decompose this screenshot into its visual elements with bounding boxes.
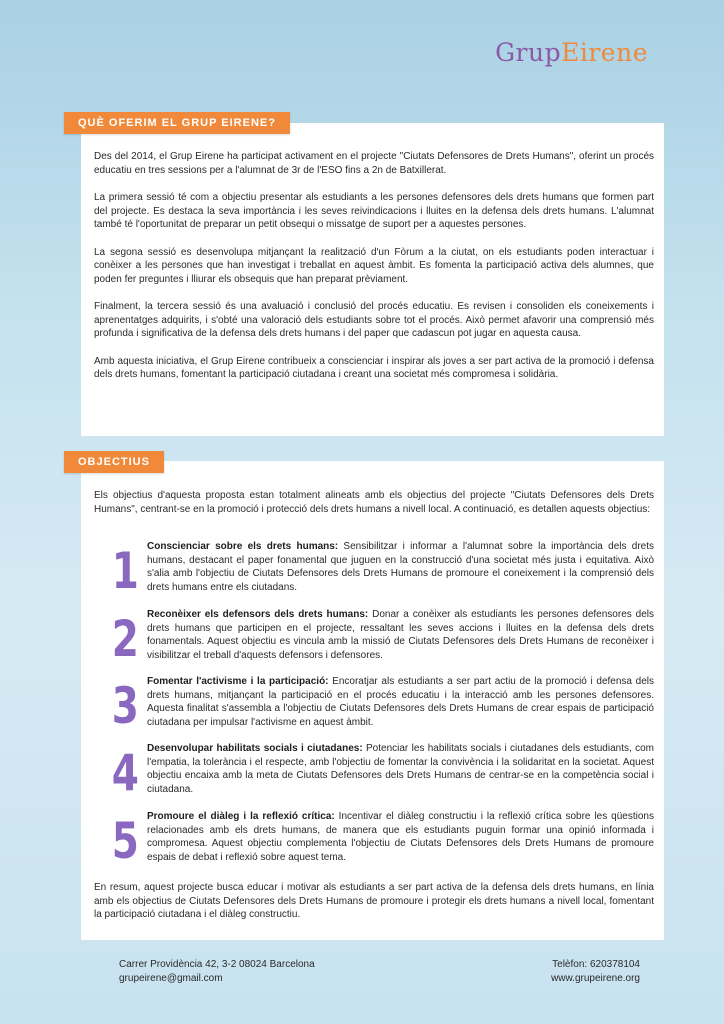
objective-item-4 <box>108 742 654 802</box>
objective-body-1: Sensibilitzar i informar a l'alumnat sobre la importància dels drets humans, destacant el paper fonamental que juguen en la construcció d'una societat més justa i equitativa. Això s'alia amb l'objectiu de Ciutats Defensores dels Drets Humans de promoure el coneixement i la comprensió dels drets humans entre els ciutadans. <box>147 541 654 593</box>
offer-paragraph-1: Des del 2014, el Grup Eirene ha participat activament en el projecte "Ciutats Defensores de Drets Humans", oferint un procés educatiu en tres sessions per a l'alumnat de 3r de l'ESO fins a 2n de Batxillerat. <box>94 151 654 176</box>
objective-text-4 <box>147 742 654 796</box>
objective-number-3: 3 <box>111 677 139 735</box>
objective-item-5 <box>108 810 654 870</box>
footer-info <box>551 958 640 986</box>
footer-contact <box>119 958 315 986</box>
objective-title-3: Fomentar l'activisme i la participació: <box>147 676 329 687</box>
section-heading-offer: QUÈ OFERIM EL GRUP EIRENE? <box>64 112 290 134</box>
footer-website[interactable]: www.grupeirene.org <box>551 973 640 984</box>
footer-phone: Telèfon: 620378104 <box>552 959 640 970</box>
objective-number-1: 1 <box>111 542 139 600</box>
objective-title-2: Reconèixer els defensors dels drets humans: <box>147 609 369 620</box>
offer-paragraph-2: La primera sessió té com a objectiu presentar als estudiants a les persones defensores dels drets humans que formen part del projecte. Es destaca la seva importància i les seves reivindicacions i lluites en la defensa dels drets humans. L'alumnat també té l'oportunitat de preparar un petit obsequi o missatge de suport per a aquestes persones. <box>94 192 654 230</box>
objective-item-1 <box>108 540 654 600</box>
objective-text-5 <box>147 810 654 864</box>
objective-number-4: 4 <box>111 744 139 802</box>
logo-grup: Grup <box>495 38 562 67</box>
objective-title-4: Desenvolupar habilitats socials i ciutadanes: <box>147 743 363 754</box>
objective-number-5: 5 <box>111 812 139 870</box>
offer-paragraph-4: Finalment, la tercera sessió és una avaluació i conclusió del procés educatiu. Es revisen i consoliden els coneixements i aprenentatges adquirits, i s'obté una valoració dels estudiants sobre tot el procés. Això permet afavorir una comprensió més profunda i significativa de la defensa dels drets humans i del paper que cadascun pot jugar en aquesta causa. <box>94 301 654 339</box>
objective-text-3 <box>147 675 654 729</box>
objective-title-1: Conscienciar sobre els drets humans: <box>147 541 339 552</box>
objectives-intro: Els objectius d'aquesta proposta estan totalment alineats amb els objectius del projecte "Ciutats Defensores dels Drets Humans", centrant-se en la promoció i protecció dels drets humans a nivell local. A continuació, es detallen aquests objectius: <box>94 490 654 515</box>
objective-body-4: Potenciar les habilitats socials i ciutadanes dels estudiants, com l'empatia, la tolerància i el respecte, amb l'objectiu de fomentar la convivència i la solidaritat en la societat. Aquest objectiu encaixa amb la meta de Ciutats Defensores dels Drets Humans de centrar-se en la competència social i ciutadana. <box>147 743 655 795</box>
objective-title-5: Promoure el diàleg i la reflexió crítica: <box>147 811 335 822</box>
objective-body-5: Incentivar el diàleg constructiu i la reflexió crítica sobre les qüestions relacionades amb els drets humans, de manera que els estudiants puguin formar una opinió informada i compromesa. Aquest objectiu complementa l'objectiu de Ciutats Defensores dels Drets Humans de promoure espais de debat i reflexió sobre aquest tema. <box>147 811 654 863</box>
offer-paragraph-5: Amb aquesta iniciativa, el Grup Eirene contribueix a conscienciar i inspirar als joves a ser part activa de la promoció i defensa dels drets humans, fomentant la participació ciutadana i creant una societat més compromesa i solidària. <box>94 355 654 380</box>
objective-text-2 <box>147 608 654 662</box>
objectives-closing: En resum, aquest projecte busca educar i motivar als estudiants a ser part activa de la defensa dels drets humans, en línia amb els objectius de Ciutats Defensores dels Drets Humans de promoure i protegir els drets humans a nivell local, fomentant la participació ciutadana i el diàleg constructiu. <box>94 882 654 920</box>
logo-eirene: Eirene <box>561 38 648 67</box>
offer-paragraph-3: La segona sessió es desenvolupa mitjançant la realització d'un Fòrum a la ciutat, on els estudiants poden interactuar i conèixer a les persones que han investigat i treballat en aquest àmbit. Es fomenta la participació activa dels alumnes, que poden fer preguntes i lliurar els obsequis que han preparat prèviament. <box>94 246 654 285</box>
logo <box>495 38 648 67</box>
offer-text <box>94 150 654 396</box>
objective-body-2: Donar a conèixer als estudiants les persones defensores dels drets humans que participen en el projecte, ressaltant les seves accions i lluites en la defensa dels drets fonamentals. Aquest objectiu es vincula amb la missió de Ciutats Defensores dels Drets Humans de reconèixer i visibilitzar el treball d'aquests defensors i defensores. <box>147 609 655 661</box>
objective-item-2 <box>108 608 654 668</box>
footer-address: Carrer Providència 42, 3-2 08024 Barcelona <box>119 959 315 970</box>
objective-item-3 <box>108 675 654 735</box>
objective-body-3: Encoratjar als estudiants a ser part actiu de la promoció i defensa dels drets humans, mitjançant la participació en el procés educatiu i la interacció amb les persones defensores. Aquesta finalitat s'assembla a l'objectiu de Ciutats Defensores dels Drets Humans de crear espais de participació ciutadana per impulsar l'activisme en aquest àmbit. <box>147 676 654 728</box>
footer-email[interactable]: grupeirene@gmail.com <box>119 973 223 984</box>
section-heading-objectives: OBJECTIUS <box>64 451 164 473</box>
objective-text-1 <box>147 540 654 594</box>
objective-number-2: 2 <box>111 610 139 668</box>
